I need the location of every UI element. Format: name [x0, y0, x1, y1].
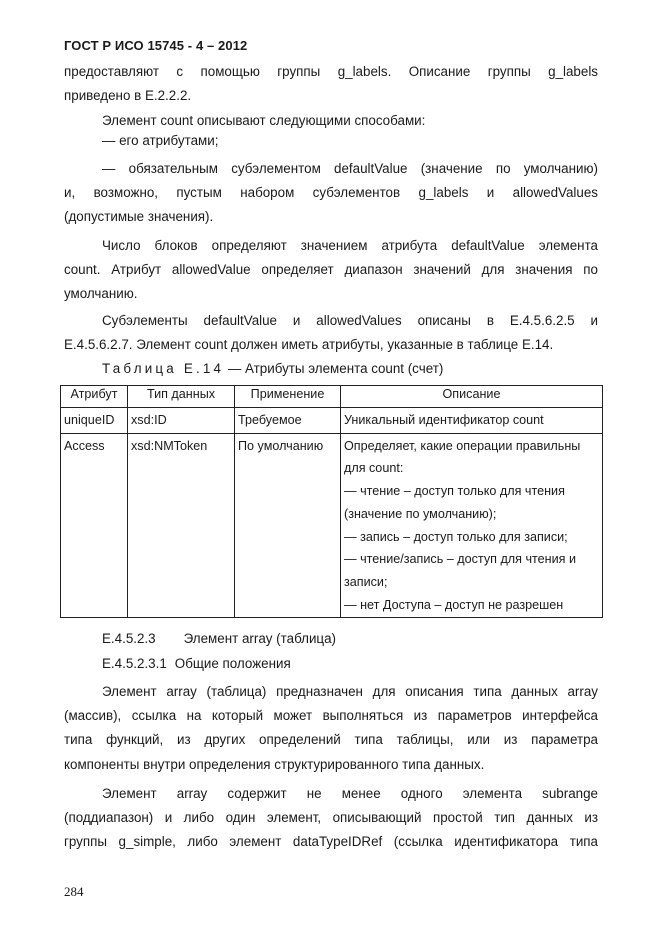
paragraph-6: Элемент array (таблица) предназначен для описания типа данных array (массив), ссылка на который может выполняться из параметров интерфейса типа функций, из других определений типа таблицы, или из параметра компоненты внутри определения структурированного типа данных. [64, 684, 598, 772]
table-header-row [61, 386, 603, 408]
cell-attribute: uniqueID [61, 408, 128, 434]
cell-usage: По умолчанию [235, 433, 341, 618]
paragraph-2: Элемент count описывают следующими способами: [102, 113, 426, 128]
page-number: 284 [64, 884, 84, 899]
table-row [61, 408, 603, 434]
paragraph-1: предоставляют с помощью группы g_labels. Описание группы g_labels приведено в Е.2.2.2. [64, 64, 598, 104]
header-usage: Применение [235, 386, 341, 408]
page-header: ГОСТ Р ИСО 15745 - 4 – 2012 [64, 38, 248, 53]
section-heading-array [102, 631, 336, 646]
section-title: Элемент array (таблица) [183, 631, 337, 646]
cell-data-type: xsd:ID [128, 408, 235, 434]
section-number: Е.4.5.2.3.1 [102, 656, 167, 671]
cell-description: Определяет, какие операции правильны для count: — чтение – доступ только для чтения (значение по умолчанию); — запись – доступ только для записи; — чтение/запись – доступ для чтения и записи; — нет Доступа – доступ не разрешен [341, 433, 603, 618]
cell-data-type: xsd:NMToken [128, 433, 235, 618]
header-description: Описание [341, 386, 603, 408]
attributes-table [60, 385, 603, 618]
paragraph-4: Число блоков определяют значением атрибута defaultValue элемента count. Атрибут allowedValue определяет диапазон значений для значения по умолчанию. [64, 238, 598, 302]
cell-usage: Требуемое [235, 408, 341, 434]
section-heading-general [102, 656, 291, 671]
header-attribute: Атрибут [61, 386, 128, 408]
table-caption [102, 361, 443, 376]
table-caption-title: — Атрибуты элемента count (счет) [224, 361, 444, 376]
table-row [61, 433, 603, 618]
header-data-type: Тип данных [128, 386, 235, 408]
paragraph-5: Субэлементы defaultValue и allowedValues описаны в Е.4.5.6.2.5 и Е.4.5.6.2.7. Элемент count должен иметь атрибуты, указанные в таблице Е.14. [64, 313, 598, 353]
paragraph-7: Элемент array содержит не менее одного элемента subrange (поддиапазон) и либо один элемент, описывающий простой тип данных из группы g_simple, либо элемент dataTypeIDRef (ссылка идентификатора типа [64, 786, 598, 850]
table-caption-number: Таблица Е.14 [102, 361, 225, 376]
section-number: Е.4.5.2.3 [102, 631, 156, 646]
paragraph-3: — обязательным субэлементом defaultValue (значение по умолчанию) и, возможно, пустым набором субэлементов g_labels и allowedValues (допустимые значения). [64, 161, 598, 225]
cell-description: Уникальный идентификатор count [341, 408, 603, 434]
list-item-attributes: — его атрибутами; [102, 133, 219, 148]
section-title: Общие положения [174, 656, 291, 671]
cell-attribute: Access [61, 433, 128, 618]
